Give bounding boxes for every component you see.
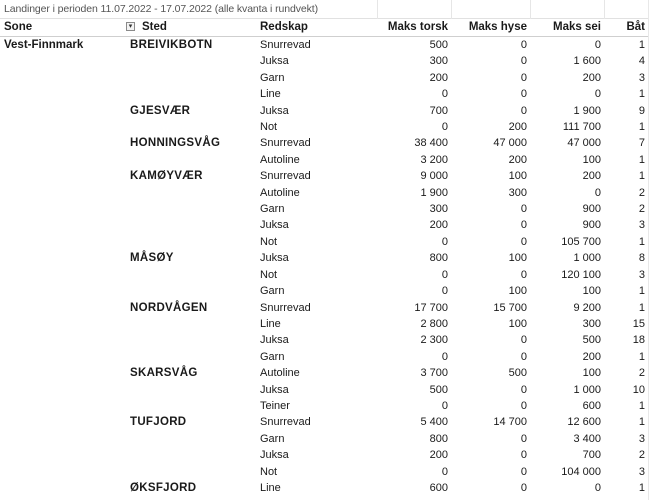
cell-sone	[0, 480, 126, 496]
cell-maks-hyse: 14 700	[493, 416, 527, 429]
cell-maks-hyse: 0	[520, 88, 527, 101]
cell-sone	[0, 119, 126, 135]
table-row[interactable]	[0, 53, 649, 69]
cell-bat: 1	[638, 301, 645, 314]
cell-redskap: Snurrevad	[260, 170, 311, 183]
cell-maks-sei: 47 000	[567, 137, 601, 150]
cell-maks-sei: 12 600	[567, 416, 601, 429]
cell-bat: 1	[638, 235, 645, 248]
table-row[interactable]	[0, 300, 649, 316]
cell-maks-torsk: 800	[429, 432, 448, 445]
cell-maks-hyse: 0	[520, 39, 527, 51]
cell-maks-torsk: 3 200	[420, 153, 448, 166]
cell-maks-sei: 100	[582, 367, 601, 380]
cell-maks-torsk: 800	[429, 252, 448, 265]
column-header-maks-hyse[interactable]: Maks hyse	[452, 19, 531, 37]
column-header-redskap[interactable]: Redskap	[256, 19, 378, 37]
cell-maks-hyse: 0	[520, 399, 527, 412]
table-row[interactable]	[0, 119, 649, 135]
cell-sted	[126, 267, 256, 283]
table-row[interactable]	[0, 382, 649, 398]
table-row[interactable]	[0, 86, 649, 102]
cell-bat: 18	[632, 334, 645, 347]
column-header-bat[interactable]: Båt	[605, 19, 649, 37]
cell-maks-torsk: 700	[429, 104, 448, 117]
cell-maks-hyse: 0	[520, 481, 527, 494]
cell-maks-torsk: 0	[441, 88, 448, 101]
cell-sted	[126, 431, 256, 447]
cell-sone	[0, 414, 126, 430]
cell-maks-hyse: 0	[520, 432, 527, 445]
cell-maks-sei: 9 200	[573, 301, 601, 314]
table-row[interactable]	[0, 365, 649, 381]
cell-redskap: Juksa	[260, 383, 289, 396]
cell-bat: 3	[638, 268, 645, 281]
cell-maks-hyse: 500	[508, 367, 527, 380]
cell-bat: 8	[638, 252, 645, 265]
cell-sone: Vest-Finnmark	[4, 39, 84, 51]
cell-bat: 3	[638, 219, 645, 232]
cell-maks-hyse: 15 700	[493, 301, 527, 314]
cell-sted: KAMØYVÆR	[130, 170, 203, 183]
cell-maks-torsk: 38 400	[414, 137, 448, 150]
cell-sted	[126, 152, 256, 168]
cell-maks-torsk: 0	[441, 121, 448, 134]
table-row[interactable]	[0, 414, 649, 430]
header-row	[0, 19, 649, 37]
column-header-sone[interactable]: Sone	[0, 19, 126, 37]
cell-sted	[126, 398, 256, 414]
cell-sted	[126, 53, 256, 69]
cell-maks-sei: 100	[582, 285, 601, 298]
cell-maks-hyse: 100	[508, 285, 527, 298]
cell-maks-hyse: 0	[520, 465, 527, 478]
cell-maks-sei: 700	[582, 449, 601, 462]
cell-sone	[0, 316, 126, 332]
cell-sone	[0, 267, 126, 283]
cell-maks-hyse: 200	[508, 121, 527, 134]
cell-maks-sei: 1 900	[573, 104, 601, 117]
cell-sone	[0, 152, 126, 168]
cell-redskap: Juksa	[260, 252, 289, 265]
cell-maks-hyse: 100	[508, 317, 527, 330]
cell-maks-sei: 104 000	[561, 465, 601, 478]
divider	[451, 0, 452, 19]
table-row[interactable]	[0, 431, 649, 447]
table-row[interactable]	[0, 37, 649, 54]
cell-redskap: Snurrevad	[260, 39, 311, 51]
cell-bat: 9	[638, 104, 645, 117]
cell-maks-sei: 200	[582, 71, 601, 84]
cell-bat: 1	[638, 285, 645, 298]
cell-maks-sei: 0	[594, 186, 601, 199]
cell-maks-torsk: 17 700	[414, 301, 448, 314]
cell-sted	[126, 119, 256, 135]
cell-bat: 15	[632, 317, 645, 330]
table-row[interactable]	[0, 70, 649, 86]
cell-redskap: Not	[260, 268, 278, 281]
cell-bat: 3	[638, 465, 645, 478]
cell-redskap: Juksa	[260, 449, 289, 462]
cell-sted: MÅSØY	[130, 252, 174, 265]
cell-bat: 7	[638, 137, 645, 150]
cell-sone	[0, 398, 126, 414]
cell-sone	[0, 168, 126, 184]
cell-sone	[0, 349, 126, 365]
cell-maks-hyse: 0	[520, 235, 527, 248]
cell-sone	[0, 250, 126, 266]
cell-maks-hyse: 0	[520, 55, 527, 68]
cell-redskap: Line	[260, 88, 281, 101]
cell-maks-hyse: 100	[508, 170, 527, 183]
cell-redskap: Line	[260, 317, 281, 330]
cell-maks-hyse: 47 000	[493, 137, 527, 150]
cell-bat: 3	[638, 71, 645, 84]
cell-sted	[126, 234, 256, 250]
cell-bat: 1	[638, 416, 645, 429]
cell-maks-hyse: 0	[520, 268, 527, 281]
cell-maks-torsk: 300	[429, 55, 448, 68]
cell-maks-hyse: 300	[508, 186, 527, 199]
cell-sted: GJESVÆR	[130, 104, 191, 117]
cell-maks-torsk: 0	[441, 399, 448, 412]
table-row[interactable]	[0, 185, 649, 201]
cell-sted	[126, 316, 256, 332]
cell-redskap: Teiner	[260, 399, 290, 412]
cell-sone	[0, 234, 126, 250]
cell-maks-sei: 0	[594, 39, 601, 51]
table-row[interactable]	[0, 135, 649, 151]
cell-sted: BREIVIKBOTN	[130, 39, 213, 51]
cell-sted	[126, 283, 256, 299]
table-row[interactable]	[0, 168, 649, 184]
column-header-sted[interactable]	[126, 19, 256, 37]
table-row[interactable]	[0, 316, 649, 332]
cell-sted	[126, 464, 256, 480]
table-row[interactable]	[0, 464, 649, 480]
cell-sted: ØKSFJORD	[130, 481, 197, 494]
cell-maks-torsk: 3 700	[420, 367, 448, 380]
cell-redskap: Snurrevad	[260, 416, 311, 429]
cell-maks-hyse: 0	[520, 104, 527, 117]
cell-sone	[0, 382, 126, 398]
cell-bat: 3	[638, 432, 645, 445]
cell-maks-hyse: 0	[520, 449, 527, 462]
cell-redskap: Garn	[260, 432, 285, 445]
cell-maks-torsk: 500	[429, 383, 448, 396]
cell-bat: 10	[632, 383, 645, 396]
cell-sted: SKARSVÅG	[130, 367, 198, 380]
cell-maks-sei: 200	[582, 170, 601, 183]
cell-sone	[0, 283, 126, 299]
cell-redskap: Snurrevad	[260, 301, 311, 314]
table-row[interactable]	[0, 480, 649, 496]
cell-maks-sei: 300	[582, 317, 601, 330]
cell-maks-torsk: 300	[429, 203, 448, 216]
cell-bat: 1	[638, 350, 645, 363]
cell-sted	[126, 349, 256, 365]
cell-bat: 1	[638, 39, 645, 51]
cell-maks-torsk: 600	[429, 481, 448, 494]
cell-maks-sei: 500	[582, 334, 601, 347]
cell-sone	[0, 86, 126, 102]
cell-maks-sei: 900	[582, 219, 601, 232]
cell-bat: 1	[638, 121, 645, 134]
cell-sone	[0, 53, 126, 69]
table-row[interactable]	[0, 447, 649, 463]
cell-maks-torsk: 200	[429, 219, 448, 232]
cell-maks-hyse: 0	[520, 71, 527, 84]
cell-bat: 4	[638, 55, 645, 68]
cell-maks-torsk: 0	[441, 268, 448, 281]
table-row[interactable]	[0, 398, 649, 414]
cell-maks-sei: 900	[582, 203, 601, 216]
cell-maks-hyse: 0	[520, 350, 527, 363]
table-row[interactable]	[0, 283, 649, 299]
cell-redskap: Juksa	[260, 334, 289, 347]
cell-sone	[0, 365, 126, 381]
cell-maks-sei: 0	[594, 481, 601, 494]
table-row[interactable]	[0, 349, 649, 365]
column-header-sted-label: Sted	[142, 21, 167, 33]
cell-sone	[0, 300, 126, 316]
table-row[interactable]	[0, 250, 649, 266]
cell-maks-torsk: 1 900	[420, 186, 448, 199]
cell-redskap: Garn	[260, 285, 285, 298]
cell-maks-sei: 1 000	[573, 383, 601, 396]
cell-maks-hyse: 0	[520, 383, 527, 396]
cell-maks-sei: 1 000	[573, 252, 601, 265]
cell-redskap: Juksa	[260, 104, 289, 117]
cell-sted	[126, 447, 256, 463]
cell-maks-hyse: 100	[508, 252, 527, 265]
cell-sted	[126, 70, 256, 86]
cell-bat: 2	[638, 203, 645, 216]
cell-sone	[0, 447, 126, 463]
cell-maks-torsk: 0	[441, 235, 448, 248]
divider	[530, 0, 531, 19]
cell-sted: HONNINGSVÅG	[130, 137, 221, 150]
cell-sted: NORDVÅGEN	[130, 301, 208, 314]
cell-maks-torsk: 0	[441, 465, 448, 478]
cell-bat: 2	[638, 367, 645, 380]
cell-redskap: Line	[260, 481, 281, 494]
cell-redskap: Garn	[260, 350, 285, 363]
cell-maks-sei: 0	[594, 88, 601, 101]
cell-sted	[126, 201, 256, 217]
cell-maks-sei: 100	[582, 153, 601, 166]
cell-sone	[0, 217, 126, 233]
table-row[interactable]	[0, 152, 649, 168]
cell-redskap: Juksa	[260, 55, 289, 68]
cell-bat: 2	[638, 186, 645, 199]
cell-redskap: Garn	[260, 71, 285, 84]
cell-maks-torsk: 2 800	[420, 317, 448, 330]
column-header-maks-torsk[interactable]: Maks torsk	[378, 19, 452, 37]
landings-table	[0, 19, 649, 496]
cell-bat: 1	[638, 153, 645, 166]
cell-redskap: Autoline	[260, 153, 300, 166]
table-row[interactable]	[0, 267, 649, 283]
cell-maks-sei: 3 400	[573, 432, 601, 445]
cell-maks-sei: 105 700	[561, 235, 601, 248]
cell-sone	[0, 201, 126, 217]
divider	[604, 0, 605, 19]
cell-maks-sei: 200	[582, 350, 601, 363]
filter-icon[interactable]: ▾	[126, 22, 135, 31]
table-row[interactable]	[0, 201, 649, 217]
cell-sone	[0, 464, 126, 480]
cell-sone	[0, 332, 126, 348]
cell-maks-torsk: 200	[429, 71, 448, 84]
cell-sted: TUFJORD	[130, 416, 187, 429]
cell-sone	[0, 70, 126, 86]
cell-redskap: Autoline	[260, 367, 300, 380]
cell-maks-sei: 1 600	[573, 55, 601, 68]
cell-redskap: Not	[260, 235, 278, 248]
cell-maks-torsk: 500	[429, 39, 448, 51]
cell-maks-hyse: 200	[508, 153, 527, 166]
cell-sted	[126, 185, 256, 201]
cell-redskap: Not	[260, 465, 278, 478]
cell-redskap: Autoline	[260, 186, 300, 199]
cell-sted	[126, 86, 256, 102]
table-row[interactable]	[0, 103, 649, 119]
cell-sted	[126, 217, 256, 233]
divider	[377, 0, 378, 19]
cell-maks-torsk: 2 300	[420, 334, 448, 347]
cell-sone	[0, 185, 126, 201]
cell-maks-hyse: 0	[520, 334, 527, 347]
table-caption	[0, 0, 649, 19]
cell-maks-torsk: 9 000	[420, 170, 448, 183]
cell-redskap: Juksa	[260, 219, 289, 232]
cell-maks-torsk: 5 400	[420, 416, 448, 429]
cell-maks-torsk: 200	[429, 449, 448, 462]
cell-maks-sei: 600	[582, 399, 601, 412]
cell-maks-sei: 120 100	[561, 268, 601, 281]
cell-bat: 1	[638, 481, 645, 494]
column-header-maks-sei[interactable]: Maks sei	[531, 19, 605, 37]
cell-sone	[0, 135, 126, 151]
cell-maks-sei: 111 700	[562, 121, 601, 134]
caption-text: Landinger i perioden 11.07.2022 - 17.07.2022 (alle kvanta i rundvekt)	[4, 3, 318, 15]
cell-bat: 1	[638, 170, 645, 183]
cell-maks-torsk: 0	[441, 350, 448, 363]
table-row[interactable]	[0, 332, 649, 348]
cell-redskap: Garn	[260, 203, 285, 216]
table-row[interactable]	[0, 234, 649, 250]
table-row[interactable]	[0, 217, 649, 233]
cell-maks-torsk: 0	[441, 285, 448, 298]
cell-bat: 1	[638, 88, 645, 101]
cell-maks-hyse: 0	[520, 219, 527, 232]
cell-redskap: Not	[260, 121, 278, 134]
cell-sted	[126, 332, 256, 348]
cell-redskap: Snurrevad	[260, 137, 311, 150]
cell-maks-hyse: 0	[520, 203, 527, 216]
cell-sone	[0, 103, 126, 119]
cell-bat: 2	[638, 449, 645, 462]
cell-sted	[126, 382, 256, 398]
cell-bat: 1	[638, 399, 645, 412]
cell-sone	[0, 431, 126, 447]
